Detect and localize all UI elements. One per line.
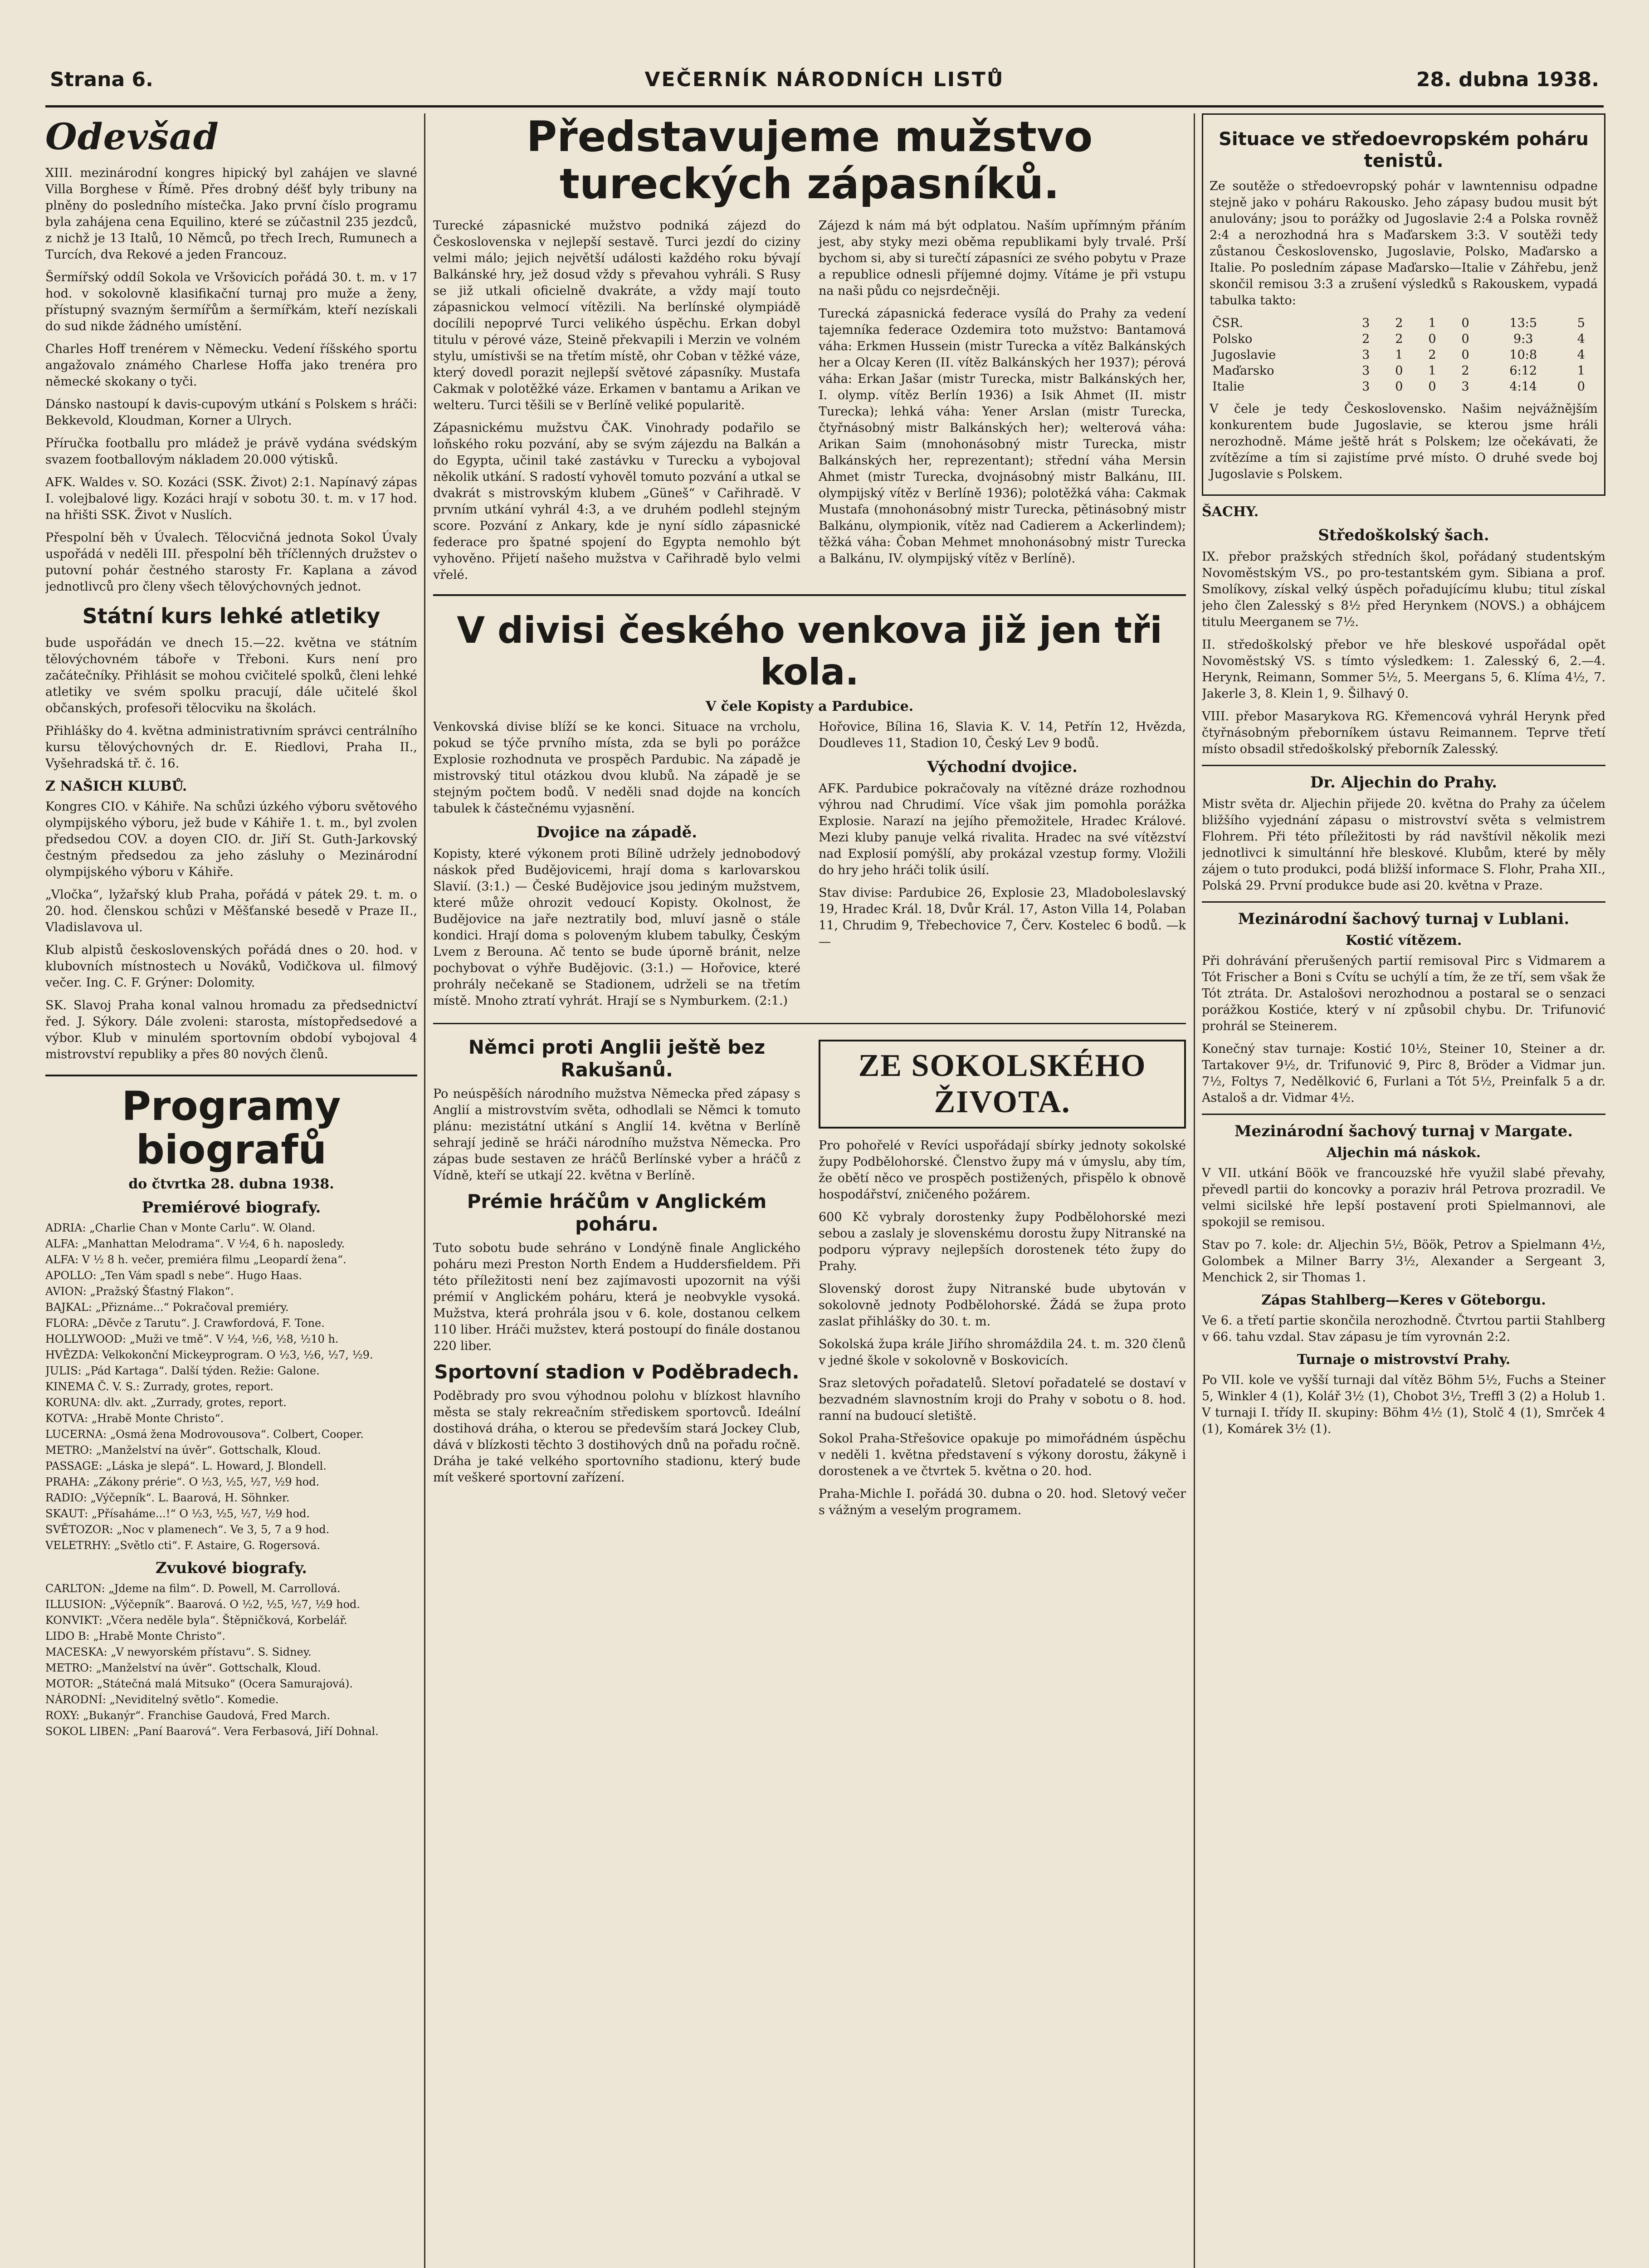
article-paragraph: Zájezd k nám má být odplatou. Naším upřímným přáním jest, aby styky mezi oběma republikami byly trvalé. Prší bychom si, aby si turečtí zápasníci ze svého pobytu v Praze a republice odnesli příjemné dojmy. Vítáme je při vstupu na naši půdu co nejsrdečněji. bbox=[819, 219, 1186, 298]
list-item: METRO: „Manželství na úvěr“. Gottschalk, Kloud. bbox=[45, 1444, 321, 1457]
table-row bbox=[1210, 347, 1598, 363]
list-item: CARLTON: „Jdeme na film“. D. Powell, M. Carrollová. bbox=[45, 1582, 341, 1595]
article-paragraph: Poděbrady pro svou výhodnou polohu v blízkost hlavního města se staly rekreačním střediskem sportovců. Ideální dostihová dráha, o kterou se především stará Jockey Club, dává v blízkosti těchto 3 dostihových dnů na pořadu ročně. Dráha je také velkého sportovního stadionu, který bude mít veškeré sportovní zařízení. bbox=[433, 1389, 800, 1485]
margate-subheadline: Aljechin má náskok. bbox=[1326, 1145, 1481, 1161]
list-item: PASSAGE: „Láska je slepá“. L. Howard, J. Blondell. bbox=[45, 1460, 327, 1472]
table-cell: 0 bbox=[1461, 316, 1469, 330]
list-item: SVĚTOZOR: „Noc v plamenech“. Ve 3, 5, 7 a 9 hod. bbox=[45, 1523, 330, 1536]
list-item: ALFA: „Manhattan Melodrama“. V ½4, 6 h. naposledy. bbox=[45, 1237, 345, 1250]
table-cell: 0 bbox=[1461, 332, 1469, 346]
table-cell: 3 bbox=[1362, 316, 1370, 330]
headline-student: Středoškolský šach. bbox=[1318, 526, 1489, 544]
article-paragraph: Příručka footballu pro mládež je právě vydána svédským svazem footballovým nákladem 20.000 výtisků. bbox=[45, 436, 417, 467]
table-cell: 4 bbox=[1577, 332, 1585, 346]
article-paragraph: Kongres CIO. v Káhiře. Na schůzi úzkého výboru světového olympijského výboru, jež bude v Káhiře 1. t. m., byl zvolen předsedou COV. a doyen CIO. dr. Jiří St. Guth-Jarkovský čestným předsedou za jeho zásluhy o Mezinárodní olympijského výboru v Káhiře. bbox=[45, 800, 417, 879]
article-paragraph: Stav divise: Pardubice 26, Explosie 23, Mladoboleslavský 19, Hradec Král. 18, Dvůr Král. 17, Aston Villa 14, Polaban 11, Chrudim 9, Třebechovice 7, Červ. Kostelec 6 bodů. —k— bbox=[819, 886, 1186, 949]
article-paragraph: VIII. přebor Masarykova RG. Křemencová vyhrál Herynk před čtyřnásobným přeborníkem ústavu Reimannem. Teprve třetí místo obsadil středoškolský přeborník Zalesský. bbox=[1202, 709, 1605, 756]
article-paragraph: Sokolská župa krále Jiřího shromáždila 24. t. m. 320 členů v jedné škole v sokolovně v Boskovicích. bbox=[819, 1337, 1186, 1368]
headline-aljechin: Dr. Aljechin do Prahy. bbox=[1310, 773, 1498, 792]
table-row bbox=[1210, 379, 1598, 395]
page-label: Strana 6. bbox=[50, 68, 153, 91]
article-paragraph: Po VII. kole ve vyšší turnaji dal vítěz Böhm 5½, Fuchs a Steiner 5, Winkler 4 (1), Kolář 3½ (1), Chobot 3½, Treffl 3 (2) a Holub 1. V turnaji I. třídy II. skupiny: Böhm 4½ (1), Stolč 4 (1), Smrček 4 (1), Komárek 3½ (1). bbox=[1202, 1373, 1605, 1436]
list-item: METRO: „Manželství na úvěr“. Gottschalk, Kloud. bbox=[45, 1662, 321, 1674]
headline-premier: Premiérové biografy. bbox=[141, 1198, 321, 1217]
list-item: VELETRHY: „Světlo cti“. F. Astaire, G. Rogersová. bbox=[45, 1539, 321, 1552]
table-cell: 10:8 bbox=[1509, 348, 1537, 362]
issue-date: 28. dubna 1938. bbox=[1416, 68, 1599, 91]
list-item: LIDO B: „Hrabě Monte Christo“. bbox=[45, 1630, 225, 1642]
section-rule bbox=[1202, 765, 1605, 766]
center-column bbox=[433, 113, 1186, 2268]
lead-headline: Představujeme mužstvo tureckých zápasníků. bbox=[526, 113, 1093, 208]
list-item: ROXY: „Bukanýr“. Franchise Gaudová, Fred March. bbox=[45, 1709, 331, 1722]
list-item: APOLLO: „Ten Vám spadl s nebe“. Hugo Haas. bbox=[45, 1269, 302, 1282]
article-paragraph: Venkovská divise blíží se ke konci. Situace na vrcholu, pokud se týče prvního místa, zda se byli po porážce Explosie rozhodnuta ve prospěch Pardubic. Na západě je mistrovský titul otázkou dvou klubů. Na západě je se stejným počtem bodů. V neděli snad dojde na koncích tabulek k částečnému vyjasnění. bbox=[433, 720, 800, 816]
table-cell: Maďarsko bbox=[1212, 364, 1274, 378]
table-cell: 3 bbox=[1461, 380, 1469, 394]
headline-margate: Mezinárodní šachový turnaj v Margate. bbox=[1234, 1122, 1573, 1140]
article-paragraph: Přespolní běh v Úvalech. Tělocvičná jednota Sokol Úvaly uspořádá v neděli III. přespolní běh tříčlenných družstev o putovní pohár čestného starosty Fr. Kaplana a závod jednotlivců pro členy všech tělovýchovných jednot. bbox=[45, 531, 417, 594]
article-paragraph: Praha-Michle I. pořádá 30. dubna o 20. hod. Sletový večer s vážným a veselým programem. bbox=[819, 1487, 1186, 1517]
table-cell: 3 bbox=[1362, 380, 1370, 394]
article-paragraph: V VII. utkání Böök ve francouzské hře využil slabé převahy, převedl partii do koncovky a poraziv hrál Petrova prozradil. Ve velmi sicilské hře lepší postavení proti Spielmannovi, ale spokojil se remisou. bbox=[1202, 1166, 1605, 1229]
right-column bbox=[1202, 113, 1605, 2268]
headline-lublan: Mezinárodní šachový turnaj v Lublani. bbox=[1238, 910, 1570, 928]
article-paragraph: Pro pohořelé v Revíci uspořádají sbírky jednoty sokolské župy Podbělohorské. Členstvo župy má v úmyslu, aby tím, že obětí něco ve prospěch postižených, přispělo k obnově hospodářství, zničeného požárem. bbox=[819, 1139, 1186, 1202]
article-paragraph: 600 Kč vybraly dorostenky župy Podbělohorské mezi sebou a zaslaly je slovenskému dorostu župy Nitranské na podporu výpravy nejlepších dorostenek této župy do Prahy. bbox=[819, 1210, 1186, 1273]
headline-nemci: Němci proti Anglii ještě bez Rakušanů. bbox=[468, 1036, 766, 1081]
table-cell: 6:12 bbox=[1509, 364, 1537, 378]
headline-sokol: ZE SOKOLSKÉHO ŽIVOTA. bbox=[819, 1040, 1186, 1129]
article-paragraph: Stav po 7. kole: dr. Aljechin 5½, Böök, Petrov a Spielmann 4½, Golombek a Milner Barry 3½, Alexander a Sergeant 3, Menchick 2, sir Thomas 1. bbox=[1202, 1238, 1605, 1285]
list-item: RADIO: „Výčepník“. L. Baarová, H. Söhnker. bbox=[45, 1491, 290, 1504]
list-item: MOTOR: „Státečná malá Mitsuko“ (Ocera Samurajová). bbox=[45, 1677, 353, 1690]
article-paragraph: Konečný stav turnaje: Kostić 10½, Steiner 10, Steiner a dr. Tartakover 9½, dr. Trifunović 9, Pirc 8, Bröder a Vidmar jun. 7½, Foltys 7, Nedělković 6, Furlani a Tót 5½, Preinfalk 5 a dr. Astaloš a dr. Vidmar 4½. bbox=[1202, 1042, 1605, 1105]
table-cell: 0 bbox=[1428, 332, 1436, 346]
table-cell: 1 bbox=[1577, 364, 1585, 378]
divise-article bbox=[433, 719, 1186, 1016]
article-paragraph: Dánsko nastoupí k davis-cupovým utkání s Polskem s hráči: Bekkevold, Kloudman, Korner a Ulrych. bbox=[45, 397, 417, 428]
section-rule bbox=[1202, 1114, 1605, 1115]
section-rule bbox=[433, 1023, 1186, 1024]
list-item: ADRIA: „Charlie Chan v Monte Carlu“. W. Oland. bbox=[45, 1222, 316, 1234]
table-row bbox=[1210, 331, 1598, 347]
headline-klubu: Z NAŠICH KLUBŮ. bbox=[45, 778, 187, 794]
table-cell: 4 bbox=[1577, 348, 1585, 362]
list-item: MACESKA: „V newyorském přístavu“. S. Sidney. bbox=[45, 1646, 312, 1658]
article-paragraph: Šermířský oddíl Sokola ve Vršovicích pořádá 30. t. m. v 17 hod. v sokolovně klasifikační turnaj pro muže a ženy, přístupný svazným šermířům a šermířkám, kteří nezískali do sud nikde žádného umístění. bbox=[45, 270, 417, 333]
article-paragraph: IX. přebor pražských středních škol, pořádaný studentským Novoměstským VS., po pro-testantském gym. Sibiana a prof. Smolíkovy, získal velký úspěch pořadujícímu klubu; titul získal jeho člen Zalesský s 8½ před Herynkem (NOVS.) a obhájcem titulu Meerganem se 7½. bbox=[1202, 550, 1605, 629]
table-cell: ČSR. bbox=[1212, 316, 1244, 330]
column-divider bbox=[1194, 113, 1195, 2268]
article-paragraph: Ze soutěže o středoevropský pohár v lawntennisu odpadne stejně jako v poháru Rakousko. Jeho zápasy budou musit být anulovány; jsou to porážky od Jugoslavie 2:4 a Polska rovněž 2:4 a nerozhodná hra s Maďarskem 3:3. V soutěži tedy zůstanou Československo, Jugoslavie, Polsko, Maďarsko a Italie. Po posledním zápase Maďarsko—Italie v Záhřebu, jenž skončil remisou 3:3 a zrušení výsledků s Rakouskem, vypadá tabulka takto: bbox=[1210, 179, 1598, 308]
table-cell: 5 bbox=[1577, 316, 1585, 330]
table-cell: 2 bbox=[1395, 332, 1403, 346]
article-paragraph: Turecké zápasnické mužstvo podniká zájezd do Československa v nejlepší sestavě. Turci jezdí do ciziny velmi málo; jejich největší události každého roku bývají Balkánské hry, jež dosud vždy s převahou vyhráli. S Rusy se již utkali oficielně dvakráte, a vždy mají touto zápasnickou velmocí vítězili. Na berlínské olympiádě docílili nepoprvé Turci velikého úspěchu. Erkan dobyl titulu v pérové váze, Steině překvapili i Merzin ve volném stylu, umístivši se na třetím místě, ohr Coban v těžké váze, který dovedl porazit nejlepší světové zápasníky. Mustafa Cakmak v polotěžké váze. Erkamen v bantamu a Arikan ve welteru. Turci těšili se v Berlíně veliké popularitě. bbox=[433, 219, 800, 412]
lower-articles bbox=[433, 1031, 1186, 1525]
table-cell: 3 bbox=[1362, 348, 1370, 362]
section-title-odevsad: Odevšad bbox=[45, 115, 219, 158]
table-row bbox=[1210, 363, 1598, 379]
headline-zapad: Dvojice na západě. bbox=[536, 823, 698, 841]
list-item: KOTVA: „Hrabě Monte Christo“. bbox=[45, 1412, 224, 1425]
article-paragraph: Kopisty, které výkonem proti Bílině udržely jednobodový náskok před Budějovicemi, hrají doma s karlovarskou Slavií. (3:1.) — České Budějovice jsou jediným mužstvem, které může ohrozit vedoucí Kopisty. Okolnost, že Budějovice na jaře neztratily bod, mluví jasně o stále kondici. Hrají doma s poloveným klubem tabulky, Českým Lvem z Berouna. Ač tento se bude úporně bránit, nelze pochybovat o výhře Budějovic. (3:1.) — Hořovice, které prohrály nečekaně se Stadionem, udrželi se na třetím místě. Mnoho ztratí vyhrát. Hrají se s Nymburkem. (2:1.) bbox=[433, 847, 800, 1008]
programy-date: do čtvrtka 28. dubna 1938. bbox=[128, 1176, 334, 1192]
tennis-table bbox=[1210, 315, 1598, 395]
article-paragraph: Tuto sobotu bude sehráno v Londýně finale Anglického poháru mezi Preston North Endem a Huddersfieldem. Při této příležitosti není bez zajímavosti upozornit na výši prémií v Anglickém poháru, která je neobvykle vysoká. Mužstva, která prohrála jsou v 6. kole, dostanou celkem 110 liber. Hráči mužstev, která postoupí do finále dostanou 220 liber. bbox=[433, 1241, 800, 1353]
table-cell: Jugoslavie bbox=[1212, 348, 1276, 362]
list-item: PRAHA: „Zákony prérie“. O ½3, ½5, ½7, ½9 hod. bbox=[45, 1476, 320, 1488]
list-item: KONVIKT: „Včera neděle byla“. Štěpničková, Korbelář. bbox=[45, 1614, 347, 1627]
masthead: VEČERNÍK NÁRODNÍCH LISTŮ bbox=[644, 68, 1005, 91]
article-paragraph: Klub alpistů československých pořádá dnes o 20. hod. v klubovních místnostech u Nováků, Vodičkova ul. filmový večer. Ing. C. F. Grýner: Dolomity. bbox=[45, 943, 417, 990]
page-header bbox=[50, 68, 1599, 100]
table-cell: 0 bbox=[1395, 380, 1403, 394]
article-paragraph: XIII. mezinárodní kongres hipický byl zahájen ve slavné Villa Borghese v Římě. Přes drobný déšť byly tribuny na plněny do posledního místečka. Jako první číslo programu byla zahájena cena Equilino, které se zúčastnil 235 jezdců, z nichž je 13 Italů, 10 Němců, po třech Irech, Rumunech a Turcích, dva Rekové a jeden Francouz. bbox=[45, 166, 417, 262]
article-paragraph: Přihlášky do 4. května administrativním správci centrálního kursu tělovýchovných dr. E. Riedlovi, Praha II., Vyšehradská tř. č. 16. bbox=[45, 724, 417, 771]
table-cell: 2 bbox=[1461, 364, 1469, 378]
lublan-subheadline: Kostić vítězem. bbox=[1345, 933, 1462, 948]
section-sachy: ŠACHY. bbox=[1202, 504, 1259, 520]
zvukove-list bbox=[45, 1582, 417, 1739]
divise-headline: V divisi českého venkova již jen tři kola. bbox=[433, 594, 1186, 693]
table-cell: 0 bbox=[1577, 380, 1585, 394]
column-divider bbox=[424, 113, 425, 2268]
article-paragraph: Při dohrávání přerušených partií remisoval Pirc s Vidmarem a Tót Frischer a Boni s Cvítu se uchýlí a tím, že ze tří, sem však že Tót ztráta. Dr. Astalošovi nerozhodnou a postaral se o senzaci porážkou Kostiće, který v ní způsobil chybu. Dr. Trifunović prohrál se Steinerem. bbox=[1202, 954, 1605, 1033]
list-item: NÁRODNÍ: „Neviditelný světlo“. Komedie. bbox=[45, 1693, 279, 1706]
headline-premie: Prémie hráčům v Anglickém poháru. bbox=[467, 1190, 767, 1235]
headline-vychod: Východní dvojice. bbox=[927, 758, 1078, 776]
table-cell: 1 bbox=[1428, 316, 1436, 330]
article-paragraph: V čele je tedy Československo. Našim nejvážnějším konkurentem bude Jugoslavie, se kterou jsme hráli nerozhodně. Máme ještě hrát s Polskem; lze očekávati, že zvítězíme a tím si zajistíme prvé místo. O druhé svede boj Jugoslavie s Polskem. bbox=[1210, 402, 1598, 481]
article-paragraph: SK. Slavoj Praha konal valnou hromadu za předsednictví řed. J. Sýkory. Dále zvoleni: starosta, místopředsedové a výbor. Klub v minulém sportovním období vybojoval 4 mistrovství republiky a přes 80 nových členů. bbox=[45, 998, 417, 1061]
table-cell: 1 bbox=[1428, 364, 1436, 378]
article-paragraph: Zápasnickému mužstvu ČAK. Vinohrady podařilo se loňského roku pozvání, aby se svým zájezdu na Balkán a do Egypta, učinil také zastávku v Turecku a vybojoval několik utkání. S radostí vyhověl tomuto pozvání a utkal se dvakrát s mistrovským klubem „Güneš“ v Cařihradě. V prvním utkání vyhrál 4:3, a ve druhém podlehl stejným score. Pozvání z Ankary, kde je nyní sídlo zápasnické federace pro špatné spojení do Egypta nemohlo být vyhověno. Přijetí našeho mužstva v Cařihradě bylo velmi vřelé. bbox=[433, 421, 800, 582]
article-paragraph: Charles Hoff trenérem v Německu. Vedení říšského sportu angažovalo známého Charlese Hoffa jako trenéra pro německé skokany o tyči. bbox=[45, 342, 417, 389]
section-rule bbox=[1202, 901, 1605, 903]
list-item: LUCERNA: „Osmá žena Modrovousova“. Colbert, Cooper. bbox=[45, 1428, 364, 1441]
list-item: AVION: „Pražský Šťastný Flakon“. bbox=[45, 1285, 234, 1298]
article-paragraph: Slovenský dorost župy Nitranské bude ubytován v sokolovně jednoty Podbělohorské. Žádá se župa proto zaslat přihlášky do 30. t. m. bbox=[819, 1282, 1186, 1329]
headline-stadion: Sportovní stadion v Poděbradech. bbox=[434, 1361, 800, 1383]
article-paragraph: bude uspořádán ve dnech 15.—22. května ve státním tělovýchovném táboře v Třeboni. Kurs není pro začátečníky. Přihlásit se mohou cvičitelé spolků, členi lehké atletiky ve svém spolku pracují, dále učitelé škol občanských, profesoři tělocviku na školách. bbox=[45, 636, 417, 715]
list-item: HVĚZDA: Velkokonční Mickeyprogram. O ½3, ½6, ½7, ½9. bbox=[45, 1349, 373, 1361]
article-paragraph: Po neúspěších národního mužstva Německa před zápasy s Anglií a mistrovstvím světa, odhodlali se Němci k tomuto plánu: mezistátní utkání s Anglií 14. května v Berlíně sehrají jedině se hráči národního mužstva Německa. Pro zápas bude sestaven ze hráčů Berlínské vyber a hráčů z Vídně, kteří se utkají 22. května v Berlíně. bbox=[433, 1087, 800, 1183]
list-item: BAJKAL: „Přiznáme...“ Pokračoval premiéry. bbox=[45, 1301, 289, 1314]
list-item: FLORA: „Děvče z Tarutu“. J. Crawfordová, F. Tone. bbox=[45, 1317, 325, 1330]
headline-atletika: Státní kurs lehké atletiky bbox=[82, 604, 381, 628]
article-paragraph: AFK. Pardubice pokračovaly na vítězné dráze rozhodnou výhrou nad Chrudimí. Více však jim pomohla porážka Explosie. Narazí na jejího přemožitele, Hradec Králové. Mezi kluby panuje velká rivalita. Hradec na své vítězství nad Explosií pomýšlí, aby prokázal vzestup formy. Vložili do hry jeho hráči tolik úsilí. bbox=[819, 782, 1186, 877]
list-item: KORUNA: dlv. akt. „Zurrady, grotes, report. bbox=[45, 1396, 287, 1409]
list-item: HOLLYWOOD: „Muži ve tmě“. V ½4, ½6, ½8, ½10 h. bbox=[45, 1333, 339, 1345]
tennis-box bbox=[1202, 113, 1605, 496]
headline-tennis: Situace ve středoevropském poháru tenistů. bbox=[1219, 129, 1589, 171]
table-cell: 4:14 bbox=[1509, 380, 1537, 394]
table-cell: 2 bbox=[1428, 348, 1436, 362]
article-paragraph: AFK. Waldes v. SO. Kozáci (SSK. Život) 2:1. Napínavý zápas I. volejbalové ligy. Kozáci hrají v sobotu 30. t. m. v 17 hod. na hřišti SSK. Život v Nuslích. bbox=[45, 475, 417, 522]
table-cell: 1 bbox=[1395, 348, 1403, 362]
table-cell: 0 bbox=[1395, 364, 1403, 378]
article-paragraph: Sraz sletových pořadatelů. Sletoví pořadatelé se dostaví v bezvadném slavnostním kroji do Prahy v sobotu o 8. hod. ranní na budoucí sletiště. bbox=[819, 1376, 1186, 1423]
table-cell: Polsko bbox=[1212, 332, 1253, 346]
article-paragraph: „Vločka“, lyžařský klub Praha, pořádá v pátek 29. t. m. o 20. hod. členskou schůzi v Měšťanské besedě v Praze II., Vladislavova ul. bbox=[45, 888, 417, 934]
article-paragraph: II. středoškolský přebor ve hře bleskové uspořádal opět Novoměstský VS. s tímto výsledkem: 1. Zalesský 6, 2.—4. Herynk, Reimann, Sommer 5½, 5. Meergans 5, 6. Klíma 4½, 7. Jakerle 3, 8. Klein 1, 9. Šilhavý 0. bbox=[1202, 638, 1605, 701]
article-paragraph: Mistr světa dr. Aljechin přijede 20. května do Prahy za účelem bližšího vyjednání zápasu o mistrovství světa s velmistrem Flohrem. Při této příležitosti by rád navštívil několik mezi jednotlivci k simultánní hře bleskové. Klubům, které by měly zájem o tuto produkci, podá bližší informace S. Flohr, Praha XII., Polská 29. První produkce bude asi 20. května v Praze. bbox=[1202, 797, 1605, 893]
headline-praha: Turnaje o mistrovství Prahy. bbox=[1297, 1352, 1511, 1368]
article-paragraph: Hořovice, Bílina 16, Slavia K. V. 14, Petřín 12, Hvězda, Doudleves 11, Stadion 10, Český Lev 9 bodů. bbox=[819, 720, 1186, 750]
table-cell: 0 bbox=[1461, 348, 1469, 362]
list-item: ALFA: V ½ 8 h. večer, premiéra filmu „Leopardí žena“. bbox=[45, 1253, 346, 1266]
table-cell: 0 bbox=[1428, 380, 1436, 394]
table-cell: 3 bbox=[1362, 364, 1370, 378]
lead-article bbox=[433, 218, 1186, 590]
divise-subheadline: V čele Kopisty a Pardubice. bbox=[705, 699, 914, 714]
left-column bbox=[45, 113, 417, 2268]
header-rule bbox=[45, 105, 1604, 108]
article-paragraph: Sokol Praha-Střešovice opakuje po mimořádném úspěchu v neděli 1. května představení s výkony dorostu, žákyně i dorostenek a ve čtvrtek 5. května o 20. hod. bbox=[819, 1432, 1186, 1478]
premier-list bbox=[45, 1221, 417, 1553]
list-item: SOKOL LIBEN: „Paní Baarová“. Vera Ferbasová, Jiří Dohnal. bbox=[45, 1725, 379, 1738]
table-cell: Italie bbox=[1212, 380, 1244, 394]
list-item: JULIS: „Pád Kartaga“. Další týden. Režie: Galone. bbox=[45, 1364, 320, 1377]
table-cell: 2 bbox=[1362, 332, 1370, 346]
table-cell: 9:3 bbox=[1513, 332, 1533, 346]
headline-stahlberg: Zápas Stahlberg—Keres v Göteborgu. bbox=[1261, 1292, 1546, 1308]
headline-zvukove: Zvukové biografy. bbox=[155, 1559, 307, 1577]
table-cell: 2 bbox=[1395, 316, 1403, 330]
table-row bbox=[1210, 315, 1598, 331]
article-paragraph: Ve 6. a třetí partie skončila nerozhodně. Čtvrtou partii Stahlberg v 66. tahu vzdal. Stav zápasu je tím vyrovnán 2:2. bbox=[1202, 1314, 1605, 1344]
headline-programy: Programy biografů bbox=[45, 1075, 417, 1172]
article-paragraph: Turecká zápasnická federace vysílá do Prahy za vedení tajemníka federace Ozdemira toto mužstvo: Bantamová váha: Erkmen Hussein (mistr Turecka a vítěz Balkánských her a Olcay Keren (II. vítěz Balkánských her 1937); pérová váha: Erkan Jašar (mistr Turecka, mistr Balkánských her, I. olymp. vítěz Berlín 1936) a Isik Ahmet (II. mistr Turecka); lehká váha: Yener Arslan (mistr Turecka, čtyřnásobný mistr Balkánských her); welterová váha: Arikan Saim (mnohonásobný mistr Turecka, mistr Balkánských her, reprezentant); střední váha Mersin Ahmet (mistr Turecka, dvojnásobný mistr Balkánu, III. olympijský vítěz v Berlíně 1936); polotěžká váha: Cakmak Mustafa (mnohonásobný mistr Turecka, pětinásobný mistr Balkánu, olympionik, vítěz nad Cadierem a Ackerlindem); těžká váha: Čoban Mehmet mnohonásobný mistr Turecka a Balkánu, IV. olympijský vítěz v Berlíně). bbox=[819, 307, 1186, 566]
list-item: KINEMA Č. V. S.: Zurrady, grotes, report. bbox=[45, 1380, 273, 1393]
list-item: ILLUSION: „Výčepník“. Baarová. O ½2, ½5, ½7, ½9 hod. bbox=[45, 1598, 361, 1611]
list-item: SKAUT: „Přísaháme...!“ O ½3, ½5, ½7, ½9 hod. bbox=[45, 1507, 310, 1520]
table-cell: 13:5 bbox=[1509, 316, 1537, 330]
